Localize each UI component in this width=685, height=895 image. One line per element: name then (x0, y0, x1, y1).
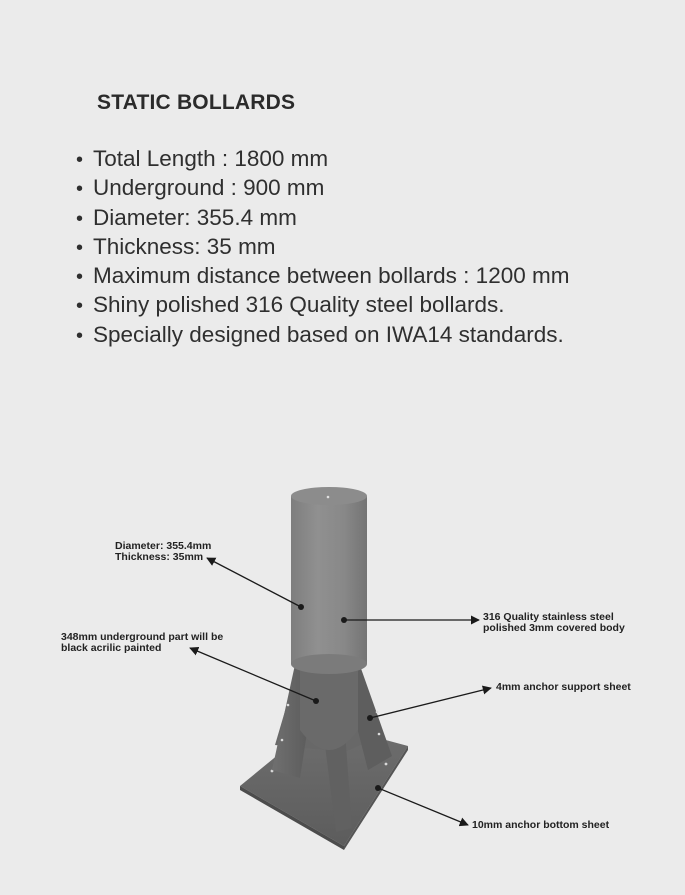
spec-item (76, 262, 569, 291)
diameter-anchor-dot (298, 604, 304, 610)
bolt-hole (376, 711, 379, 714)
body-anchor-dot (341, 617, 347, 623)
body-label-line: polished 3mm covered body (483, 622, 625, 634)
bullet-icon: • (76, 149, 84, 171)
bolt-hole (287, 704, 290, 707)
spec-text: Underground : 900 mm (93, 175, 325, 201)
spec-item (76, 321, 569, 350)
body-label (483, 612, 625, 634)
underground-label-line: 348mm underground part will be (61, 631, 224, 643)
underground-label (61, 632, 223, 654)
anchor-support-anchor-dot (367, 715, 373, 721)
spec-item (76, 145, 569, 174)
bollard-top (291, 487, 367, 505)
underground-anchor-dot (313, 698, 319, 704)
spec-list (76, 145, 569, 350)
underground-label-line: black acrilic painted (61, 642, 162, 654)
spec-item (76, 204, 569, 233)
diameter-leader (207, 558, 301, 607)
anchor-support-label: 4mm anchor support sheet (496, 681, 631, 693)
bolt-hole (327, 496, 330, 499)
page-title: STATIC BOLLARDS (97, 91, 296, 114)
bullet-icon: • (76, 236, 84, 259)
spec-text: Total Length : 1800 mm (93, 146, 329, 171)
spec-text: Shiny polished 316 Quality steel bollards. (93, 292, 505, 318)
spec-text: Diameter: 355.4 mm (93, 204, 297, 230)
spec-text: Maximum distance between bollards : 1200 mm (93, 263, 570, 289)
spec-item (76, 174, 569, 203)
anchor-support-leader (370, 688, 491, 718)
spec-text: Thickness: 35 mm (93, 233, 276, 259)
bolt-hole (281, 739, 284, 742)
bolt-hole (385, 763, 388, 766)
spec-item (76, 291, 569, 320)
bullet-icon: • (76, 324, 84, 347)
anchor-bottom-label: 10mm anchor bottom sheet (472, 819, 610, 831)
spec-item (76, 233, 569, 262)
body-label-line: 316 Quality stainless steel (483, 611, 614, 623)
diameter-label-line: Diameter: 355.4mm (115, 540, 212, 552)
bolt-hole (378, 733, 381, 736)
bullet-icon: • (76, 178, 84, 201)
bollard-diagram (0, 470, 685, 870)
bollard-bottom-edge (291, 654, 367, 674)
bullet-icon: • (76, 207, 84, 230)
bollard-body (291, 496, 367, 664)
bullet-icon: • (76, 266, 84, 289)
bullet-icon: • (76, 295, 84, 318)
anchor-bottom-leader (378, 788, 468, 825)
thickness-label-line: Thickness: 35mm (115, 551, 204, 563)
spec-text: Specially designed based on IWA14 standards. (93, 321, 564, 347)
diameter-label (115, 541, 211, 563)
anchor-bottom-anchor-dot (375, 785, 381, 791)
